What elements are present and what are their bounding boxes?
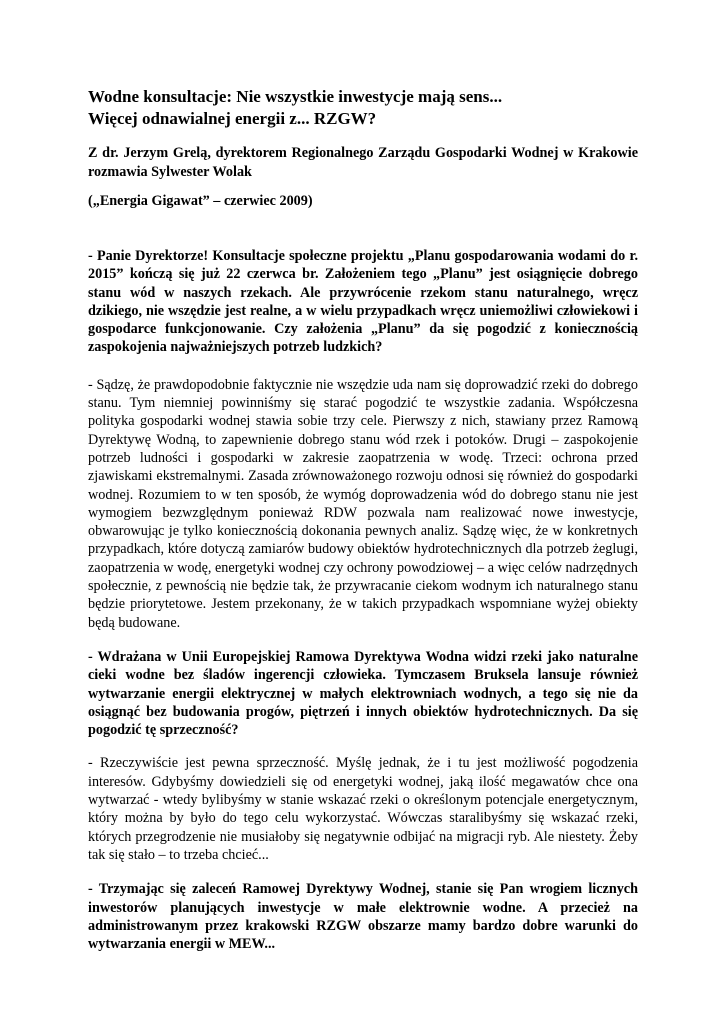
- publication-source: („Energia Gigawat” – czerwiec 2009): [88, 193, 313, 209]
- answer-1: - Sądzę, że prawdopodobnie faktycznie nie wszędzie uda nam się doprowadzić rzeki do dobrego stanu. Tym niemniej powinniśmy się starać pogodzić te wszystkie zadania. Współczesna polityka gospodarki wodnej stawia sobie trzy cele. Pierwszy z nich, stawiany przez Ramową Dyrektywę Wodną, to zapewnienie dobrego stanu wód rzek i potoków. Drugi – zaspokojenie potrzeb ludności i gospodarki w zakresie zaopatrzenia w wodę. Trzeci: ochrona przed zjawiskami ekstremalnymi. Zasada zrównoważonego rozwoju odnosi się również do gospodarki wodnej. Rozumiem to w ten sposób, że wymóg doprowadzenia wód do dobrego stanu nie jest wymogiem bezwzględnym ponieważ RDW pozwala nam realizować nowe inwestycje, obwarowując je tylko koniecznością dokonania pewnych analiz. Sądzę więc, że w konkretnych przypadkach, które dotyczą zamiarów budowy obiektów hydrotechnicznych dla potrzeb żeglugi, zaopatrzenia w wodę, energetyki wodnej czy ochrony powodziowej – a więc celów nadrzędnych społecznie, z pewnością nie będzie tak, że przywracanie ciekom wodnym ich naturalnego stanu będzie priorytetowe. Jestem przekonany, że w takich przypadkach wspomniane wyżej obiekty będą budowane.: [88, 376, 638, 631]
- question-1: - Panie Dyrektorze! Konsultacje społeczne projektu „Planu gospodarowania wodami do r. 2015” kończą się już 22 czerwca br. Założeniem tego „Planu” jest osiągnięcie dobrego stanu wód w naszych rzekach. Ale przywrócenie rzekom stanu naturalnego, wręcz dzikiego, nie wszędzie jest realne, a w wielu przypadkach wręcz uniemożliwi człowiekowi i gospodarce funkcjonowanie. Czy założenia „Planu” da się pogodzić z koniecznością zaspokojenia najważniejszych potrzeb ludzkich?: [88, 248, 638, 356]
- answer-2: - Rzeczywiście jest pewna sprzeczność. Myślę jednak, że i tu jest możliwość pogodzenia interesów. Gdybyśmy dowiedzieli się od energetyki wodnej, jaką ilość megawatów chce ona wytwarzać - wtedy bylibyśmy w stanie wskazać rzeki o określonym potencjale energetycznym, który można by było do tego celu wykorzystać. Wówczas staralibyśmy się wskazać rzeki, których przegrodzenie nie musiałoby się negatywnie odbijać na migracji ryb. Ale niestety. Żeby tak się stało – to trzeba chcieć...: [88, 755, 638, 863]
- article-title: [88, 86, 638, 130]
- article-title-line-1: Wodne konsultacje: Nie wszystkie inwestycje mają sens...: [88, 87, 503, 106]
- question-3: - Trzymając się zaleceń Ramowej Dyrektywy Wodnej, stanie się Pan wrogiem licznych inwestorów planujących inwestycje w małe elektrownie wodne. A przecież na administrowanym przez krakowski RZGW obszarze mamy bardzo dobre warunki do wytwarzania energii w MEW...: [88, 881, 638, 953]
- question-2: - Wdrażana w Unii Europejskiej Ramowa Dyrektywa Wodna widzi rzeki jako naturalne cieki wodne bez śladów ingerencji człowieka. Tymczasem Bruksela lansuje również wytwarzanie energii elektrycznej w małych elektrowniach wodnych, a tego się nie da osiągnąć bez budowania progów, piętrzeń i innych obiektów hydrotechnicznych. Da się pogodzić tę sprzeczność?: [88, 648, 638, 739]
- document-page: [88, 86, 638, 953]
- article-title-line-2: Więcej odnawialnej energii z... RZGW?: [88, 109, 377, 128]
- interview-intro: Z dr. Jerzym Grelą, dyrektorem Regionalnego Zarządu Gospodarki Wodnej w Krakowie rozmawia Sylwester Wolak: [88, 145, 638, 180]
